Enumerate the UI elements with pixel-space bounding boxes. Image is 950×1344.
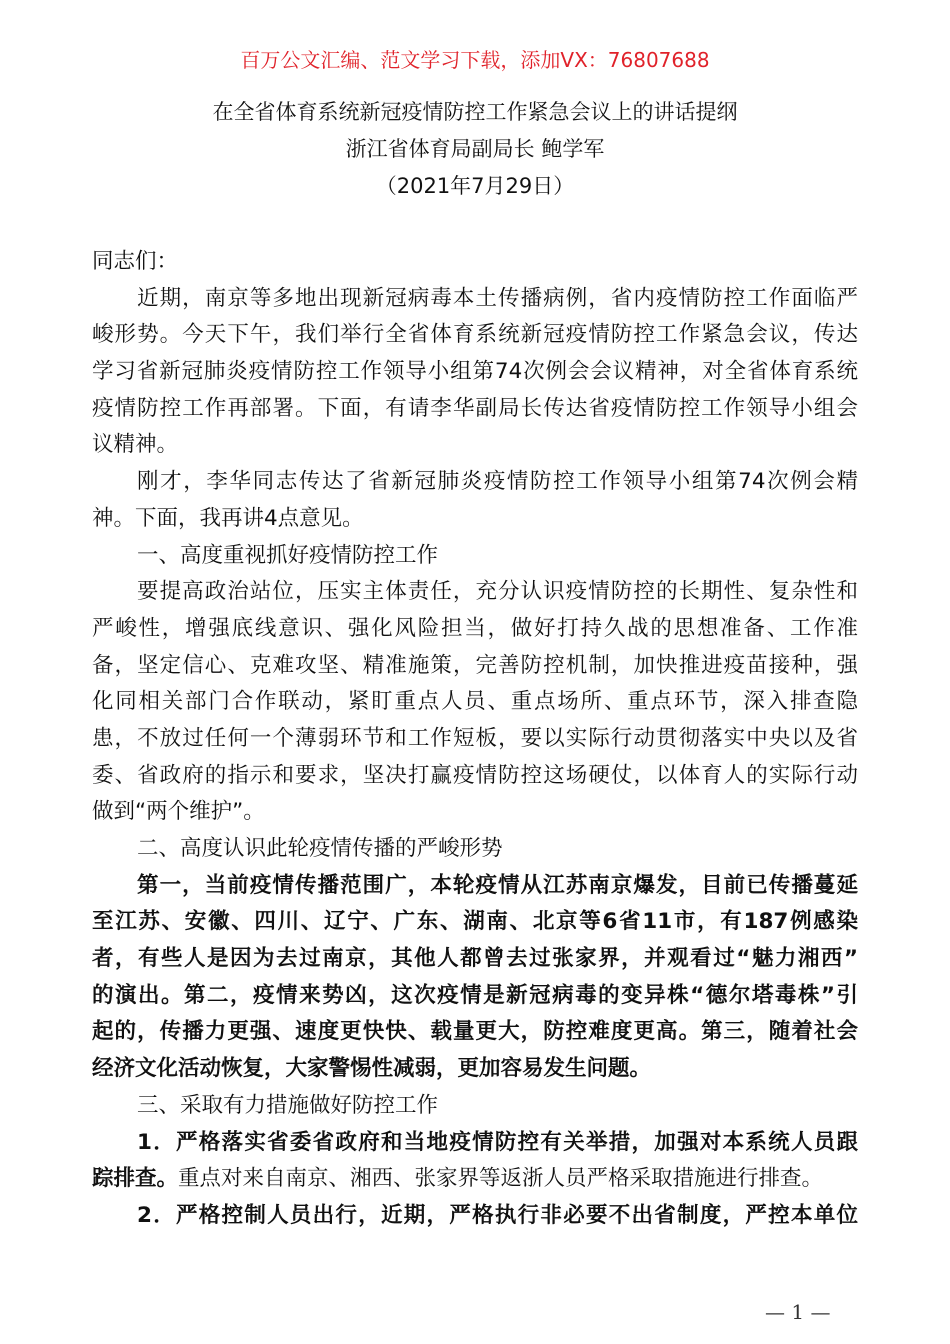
line-text: 踪排查。 <box>92 1166 179 1192</box>
body-line <box>92 1088 858 1125</box>
line-text: 疫情防控工作再部署。下面，有请李华副局长传达省疫情防控工作领导小组会 <box>92 395 858 421</box>
line-text: 要提高政治站位，压实主体责任，充分认识疫情防控的长期性、复杂性和 <box>137 579 858 605</box>
line-text: 议精神。 <box>92 432 179 458</box>
line-text: 的演出。第二，疫情来势凶，这次疫情是新冠病毒的变异株“德尔塔毒株”引 <box>92 982 858 1008</box>
line-text: 者，有些人是因为去过南京，其他人都曾去过张家界，并观看过“魅力湘西” <box>92 946 858 972</box>
document-date: （2021年7月29日） <box>375 174 575 198</box>
line-text: 化同相关部门合作联动，紧盯重点人员、重点场所、重点环节，深入排查隐 <box>92 689 858 715</box>
line-text: 患，不放过任何一个薄弱环节和工作短板，要以实际行动贯彻落实中央以及省 <box>92 725 858 751</box>
line-text: 起的，传播力更强、速度更快快、载量更大，防控难度更高。第三，随着社会 <box>92 1019 858 1045</box>
body-line <box>92 244 858 281</box>
watermark-text: 百万公文汇编、范文学习下载，添加VX：76807688 <box>240 48 710 72</box>
body-line <box>92 501 858 538</box>
line-text: 峻形势。今天下午，我们举行全省体育系统新冠疫情防控工作紧急会议，传达 <box>92 322 858 348</box>
body-line <box>92 574 858 611</box>
body-line <box>92 1198 858 1235</box>
line-text: 委、省政府的指示和要求，坚决打赢疫情防控这场硬仗，以体育人的实际行动 <box>92 762 858 788</box>
body-line <box>92 611 858 648</box>
body-line <box>92 978 858 1015</box>
body-line <box>92 684 858 721</box>
line-text: 2．严格控制人员出行，近期，严格执行非必要不出省制度，严控本单位 <box>137 1202 858 1228</box>
body-line <box>92 831 858 868</box>
line-text: 学习省新冠肺炎疫情防控工作领导小组第74次例会会议精神，对全省体育系统 <box>92 359 858 385</box>
line-text: 1．严格落实省委省政府和当地疫情防控有关举措，加强对本系统人员跟 <box>137 1129 858 1155</box>
body-line <box>92 721 858 758</box>
body-line <box>92 1014 858 1051</box>
body-line <box>92 427 858 464</box>
line-text: 神。下面，我再讲4点意见。 <box>92 505 364 531</box>
line-text: 第一，当前疫情传播范围广，本轮疫情从江苏南京爆发，目前已传播蔓延 <box>137 872 858 898</box>
line-text-rest: 重点对来自南京、湘西、张家界等返浙人员严格采取措施进行排查。 <box>178 1166 824 1192</box>
line-text: 同志们： <box>92 249 179 274</box>
body-line <box>92 391 858 428</box>
body-line <box>92 1161 858 1198</box>
body-line <box>92 794 858 831</box>
line-text: 近期，南京等多地出现新冠病毒本土传播病例，省内疫情防控工作面临严 <box>137 285 858 311</box>
line-text: 备，坚定信心、克难攻坚、精准施策，完善防控机制，加快推进疫苗接种，强 <box>92 652 858 678</box>
body-line <box>92 868 858 905</box>
body-line <box>92 464 858 501</box>
body-line <box>92 1125 858 1162</box>
document-body <box>92 244 858 1235</box>
document-title: 在全省体育系统新冠疫情防控工作紧急会议上的讲话提纲 <box>212 100 738 124</box>
line-text: 经济文化活动恢复，大家警惕性减弱，更加容易发生问题。 <box>92 1056 652 1082</box>
body-line <box>92 354 858 391</box>
line-text: 刚才，李华同志传达了省新冠肺炎疫情防控工作领导小组第74次例会精 <box>137 469 858 495</box>
line-text: 严峻性，增强底线意识、强化风险担当，做好打持久战的思想准备、工作准 <box>92 615 858 641</box>
body-line <box>92 904 858 941</box>
body-line <box>92 281 858 318</box>
body-line <box>92 538 858 575</box>
body-line <box>92 1051 858 1088</box>
line-text: 三、采取有力措施做好防控工作 <box>137 1092 439 1118</box>
line-text: 一、高度重视抓好疫情防控工作 <box>137 542 439 568</box>
document-author: 浙江省体育局副局长 鲍学军 <box>345 137 605 161</box>
page-number: — 1 — <box>765 1300 831 1324</box>
line-text: 二、高度认识此轮疫情传播的严峻形势 <box>137 836 503 861</box>
body-line <box>92 758 858 795</box>
body-line <box>92 317 858 354</box>
body-line <box>92 941 858 978</box>
line-text: 做到“两个维护”。 <box>92 799 265 825</box>
line-text: 至江苏、安徽、四川、辽宁、广东、湖南、北京等6省11市，有187例感染 <box>92 909 858 935</box>
body-line <box>92 648 858 685</box>
